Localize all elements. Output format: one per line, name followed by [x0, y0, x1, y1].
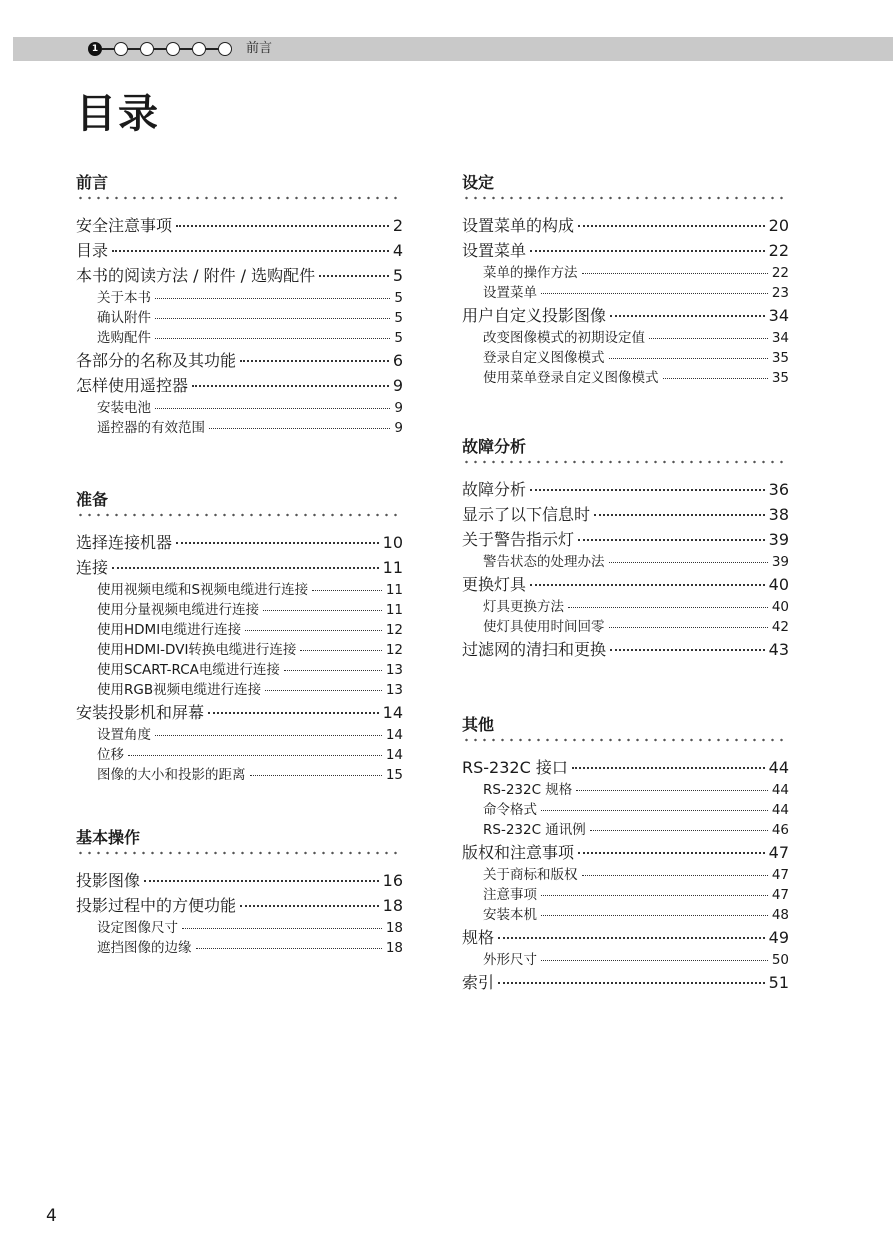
dot-leader [649, 338, 768, 339]
toc-page-number: 47 [771, 867, 789, 883]
dot-leader [578, 539, 765, 541]
dot-leader [609, 562, 768, 563]
toc-entry-label: 规格 [462, 928, 495, 947]
toc-entry-label: 故障分析 [462, 480, 527, 499]
toc-page-number: 48 [771, 907, 789, 923]
dot-leader [609, 627, 768, 628]
toc-entry-label: 位移 [97, 747, 124, 763]
dotted-divider [462, 737, 789, 743]
toc-subentry[interactable] [76, 745, 403, 765]
dot-leader [578, 225, 765, 227]
toc-entry-label: 投影图像 [76, 871, 141, 890]
toc-page-number: 16 [382, 871, 403, 890]
toc-subentry[interactable] [76, 288, 403, 308]
toc-entry[interactable] [76, 238, 403, 263]
toc-page-number: 22 [768, 241, 789, 260]
toc-section [462, 714, 789, 995]
toc-entry[interactable] [76, 893, 403, 918]
chapter-step [218, 42, 232, 56]
dot-leader [572, 767, 765, 769]
dotted-divider [462, 459, 789, 465]
chapter-step [140, 42, 154, 56]
toc-page-number: 2 [392, 216, 403, 235]
dot-leader [609, 358, 768, 359]
toc-entry-label: 选择连接机器 [76, 533, 173, 552]
dotted-divider [76, 512, 403, 518]
toc-page-number: 46 [771, 822, 789, 838]
toc-subentry[interactable] [76, 620, 403, 640]
dot-leader [568, 607, 768, 608]
toc-entry[interactable] [462, 925, 789, 950]
chapter-step [166, 42, 180, 56]
dot-leader [541, 293, 768, 294]
toc-page-number: 14 [385, 747, 403, 763]
dotted-divider [462, 195, 789, 201]
dotted-divider [76, 850, 403, 856]
toc-entry-list [76, 868, 403, 958]
toc-subentry[interactable] [462, 905, 789, 925]
toc-entry-label: 过滤网的清扫和更换 [462, 640, 607, 659]
toc-entry-label: 菜单的操作方法 [483, 265, 578, 281]
toc-entry[interactable] [462, 840, 789, 865]
dot-leader [112, 567, 379, 569]
toc-entry-label: 各部分的名称及其功能 [76, 351, 237, 370]
toc-page-number: 18 [382, 896, 403, 915]
dot-leader [498, 937, 765, 939]
dot-leader [155, 298, 390, 299]
toc-entry[interactable] [462, 527, 789, 552]
toc-subentry[interactable] [76, 308, 403, 328]
toc-page-number: 18 [385, 920, 403, 936]
chapter-step: 1 [88, 42, 102, 56]
toc-subentry[interactable] [462, 617, 789, 637]
dot-leader [250, 775, 382, 776]
toc-subentry[interactable] [76, 725, 403, 745]
toc-entry-label: 安全注意事项 [76, 216, 173, 235]
toc-page-number: 35 [771, 370, 789, 386]
toc-entry-list [462, 755, 789, 995]
chapter-step [114, 42, 128, 56]
toc-entry-label: 目录 [76, 241, 109, 260]
chapter-progress [88, 40, 232, 58]
toc-entry-list [462, 213, 789, 388]
dot-leader [498, 982, 765, 984]
dot-leader [541, 810, 768, 811]
toc-subentry[interactable] [76, 328, 403, 348]
toc-subentry[interactable] [462, 597, 789, 617]
toc-entry-label: 使用RGB视频电缆进行连接 [97, 682, 262, 698]
toc-entry-list [76, 213, 403, 438]
dot-leader [582, 273, 768, 274]
toc-entry[interactable] [76, 868, 403, 893]
toc-page-number: 44 [771, 782, 789, 798]
toc-subentry[interactable] [462, 820, 789, 840]
toc-page-number: 22 [771, 265, 789, 281]
toc-subentry[interactable] [76, 660, 403, 680]
dot-leader [541, 895, 768, 896]
header-section-label: 前言 [246, 41, 273, 56]
toc-entry-label: 用户自定义投影图像 [462, 306, 607, 325]
toc-page-number: 40 [771, 599, 789, 615]
dot-leader [319, 275, 389, 277]
toc-entry-label: 安装本机 [483, 907, 537, 923]
toc-subentry[interactable] [462, 552, 789, 572]
toc-section [76, 489, 403, 785]
page-title: 目录 [76, 91, 160, 137]
toc-entry-label: 本书的阅读方法 / 附件 / 选购配件 [76, 266, 316, 285]
toc-page-number: 5 [392, 266, 403, 285]
toc-page-number: 5 [394, 290, 403, 306]
dot-leader [209, 428, 390, 429]
toc-entry-label: 使用SCART-RCA电缆进行连接 [97, 662, 280, 678]
dot-leader [594, 514, 765, 516]
step-connector [180, 48, 192, 49]
toc-page-number: 12 [385, 642, 403, 658]
toc-section-heading: 基本操作 [76, 828, 141, 847]
toc-subentry[interactable] [76, 938, 403, 958]
toc-entry-label: 使用HDMI-DVI转换电缆进行连接 [97, 642, 297, 658]
toc-page-number: 47 [768, 843, 789, 862]
toc-entry-label: 图像的大小和投影的距离 [97, 767, 246, 783]
toc-entry-label: 使用视频电缆和S视频电缆进行连接 [97, 582, 309, 598]
toc-entry-label: 显示了以下信息时 [462, 505, 591, 524]
toc-subentry[interactable] [462, 950, 789, 970]
toc-entry-label: 设置菜单 [462, 241, 527, 260]
toc-page-number: 40 [768, 575, 789, 594]
toc-page-number: 11 [385, 602, 403, 618]
toc-entry[interactable] [76, 555, 403, 580]
toc-subentry[interactable] [462, 348, 789, 368]
toc-section-heading: 前言 [76, 173, 109, 192]
toc-entry[interactable] [462, 213, 789, 238]
toc-entry-label: RS-232C 接口 [462, 758, 568, 777]
dot-leader [530, 584, 765, 586]
dot-leader [240, 905, 379, 907]
dot-leader [582, 875, 768, 876]
toc-page-number: 13 [385, 682, 403, 698]
toc-page-number: 9 [392, 376, 403, 395]
toc-subentry[interactable] [462, 263, 789, 283]
toc-entry-list [76, 530, 403, 785]
toc-entry-label: 注意事项 [483, 887, 537, 903]
toc-page-number: 34 [771, 330, 789, 346]
dot-leader [610, 649, 765, 651]
toc-subentry[interactable] [462, 865, 789, 885]
dot-leader [245, 630, 382, 631]
toc-page-number: 9 [394, 420, 403, 436]
dot-leader [530, 250, 765, 252]
toc-entry[interactable] [76, 700, 403, 725]
dot-leader [578, 852, 765, 854]
toc-entry-label: 投影过程中的方便功能 [76, 896, 237, 915]
toc-page-number: 15 [385, 767, 403, 783]
toc-entry-label: RS-232C 通讯例 [483, 822, 586, 838]
step-connector [206, 48, 218, 49]
dot-leader [541, 915, 768, 916]
toc-entry-label: 命令格式 [483, 802, 537, 818]
dot-leader [312, 590, 382, 591]
toc-entry-label: 确认附件 [97, 310, 151, 326]
dot-leader [155, 735, 382, 736]
toc-entry-label: 索引 [462, 973, 495, 992]
toc-subentry[interactable] [76, 640, 403, 660]
toc-entry-label: 改变图像模式的初期设定值 [483, 330, 645, 346]
toc-entry-label: 设置角度 [97, 727, 151, 743]
toc-entry[interactable] [462, 637, 789, 662]
toc-entry[interactable] [462, 755, 789, 780]
dot-leader [590, 830, 768, 831]
toc-entry-label: 安装投影机和屏幕 [76, 703, 205, 722]
toc-entry-label: 怎样使用遥控器 [76, 376, 189, 395]
chapter-step [192, 42, 206, 56]
toc-subentry[interactable] [76, 918, 403, 938]
toc-entry-label: 更换灯具 [462, 575, 527, 594]
toc-page-number: 10 [382, 533, 403, 552]
dot-leader [240, 360, 389, 362]
dot-leader [155, 408, 390, 409]
toc-entry[interactable] [462, 970, 789, 995]
toc-section [462, 436, 789, 662]
dot-leader [196, 948, 382, 949]
toc-page-number: 14 [382, 703, 403, 722]
toc-page-number: 14 [385, 727, 403, 743]
toc-page-number: 20 [768, 216, 789, 235]
toc-page-number: 44 [771, 802, 789, 818]
dot-leader [176, 542, 379, 544]
toc-page-number: 11 [385, 582, 403, 598]
toc-page-number: 5 [394, 310, 403, 326]
dot-leader [182, 928, 382, 929]
toc-entry-label: 设定图像尺寸 [97, 920, 178, 936]
toc-entry[interactable] [76, 213, 403, 238]
dot-leader [300, 650, 381, 651]
dot-leader [144, 880, 379, 882]
toc-subentry[interactable] [76, 418, 403, 438]
toc-page-number: 39 [768, 530, 789, 549]
toc-page-number: 18 [385, 940, 403, 956]
toc-page-number: 9 [394, 400, 403, 416]
toc-subentry[interactable] [462, 283, 789, 303]
toc-entry[interactable] [462, 502, 789, 527]
toc-entry-label: 登录自定义图像模式 [483, 350, 605, 366]
toc-page-number: 44 [768, 758, 789, 777]
dot-leader [265, 690, 382, 691]
toc-page-number: 38 [768, 505, 789, 524]
dotted-divider [76, 195, 403, 201]
toc-page-number: 5 [394, 330, 403, 346]
toc-entry-label: 遥控器的有效范围 [97, 420, 205, 436]
toc-entry[interactable] [76, 530, 403, 555]
toc-entry-label: 使灯具使用时间回零 [483, 619, 605, 635]
toc-entry-list [462, 477, 789, 662]
toc-entry-label: 关于警告指示灯 [462, 530, 575, 549]
toc-page-number: 50 [771, 952, 789, 968]
dot-leader [530, 489, 765, 491]
step-connector [154, 48, 166, 49]
step-connector [102, 48, 114, 49]
toc-entry-label: 使用HDMI电缆进行连接 [97, 622, 242, 638]
toc-page-number: 42 [771, 619, 789, 635]
toc-entry-label: 设置菜单的构成 [462, 216, 575, 235]
toc-entry-label: 使用菜单登录自定义图像模式 [483, 370, 659, 386]
dot-leader [610, 315, 765, 317]
dot-leader [155, 338, 390, 339]
toc-entry-label: 版权和注意事项 [462, 843, 575, 862]
toc-entry-label: 安装电池 [97, 400, 151, 416]
toc-subentry[interactable] [462, 800, 789, 820]
step-connector [128, 48, 140, 49]
dot-leader [112, 250, 389, 252]
toc-subentry[interactable] [76, 680, 403, 700]
toc-section-heading: 准备 [76, 490, 109, 509]
toc-entry[interactable] [76, 348, 403, 373]
toc-section [76, 172, 403, 438]
toc-subentry[interactable] [462, 328, 789, 348]
toc-subentry[interactable] [76, 765, 403, 785]
toc-entry-label: 灯具更换方法 [483, 599, 564, 615]
toc-entry-label: 关于商标和版权 [483, 867, 578, 883]
toc-subentry[interactable] [76, 580, 403, 600]
toc-entry-label: 设置菜单 [483, 285, 537, 301]
page-number: 4 [46, 1206, 57, 1226]
toc-page-number: 6 [392, 351, 403, 370]
dot-leader [541, 960, 768, 961]
toc-entry-label: 使用分量视频电缆进行连接 [97, 602, 259, 618]
toc-page-number: 47 [771, 887, 789, 903]
dot-leader [263, 610, 382, 611]
dot-leader [284, 670, 382, 671]
toc-entry-label: 外形尺寸 [483, 952, 537, 968]
toc-entry[interactable] [462, 238, 789, 263]
toc-section [462, 172, 789, 388]
toc-subentry[interactable] [462, 885, 789, 905]
dot-leader [576, 790, 768, 791]
toc-page-number: 4 [392, 241, 403, 260]
toc-section-heading: 其他 [462, 715, 495, 734]
toc-entry[interactable] [462, 477, 789, 502]
toc-page-number: 11 [382, 558, 403, 577]
toc-section [76, 827, 403, 958]
dot-leader [128, 755, 382, 756]
toc-subentry[interactable] [76, 398, 403, 418]
toc-section-heading: 设定 [462, 173, 495, 192]
toc-entry[interactable] [76, 263, 403, 288]
toc-page-number: 13 [385, 662, 403, 678]
toc-page-number: 23 [771, 285, 789, 301]
toc-entry-label: RS-232C 规格 [483, 782, 573, 798]
toc-page-number: 36 [768, 480, 789, 499]
toc-entry[interactable] [462, 303, 789, 328]
toc-page-number: 49 [768, 928, 789, 947]
toc-page-number: 43 [768, 640, 789, 659]
dot-leader [208, 712, 379, 714]
toc-page-number: 35 [771, 350, 789, 366]
toc-subentry[interactable] [462, 368, 789, 388]
toc-entry-label: 遮挡图像的边缘 [97, 940, 192, 956]
dot-leader [176, 225, 389, 227]
toc-subentry[interactable] [462, 780, 789, 800]
dot-leader [663, 378, 768, 379]
toc-page-number: 51 [768, 973, 789, 992]
toc-entry[interactable] [76, 373, 403, 398]
toc-entry-label: 连接 [76, 558, 109, 577]
toc-entry-label: 选购配件 [97, 330, 151, 346]
toc-page-number: 12 [385, 622, 403, 638]
toc-section-heading: 故障分析 [462, 437, 527, 456]
toc-entry[interactable] [462, 572, 789, 597]
dot-leader [155, 318, 390, 319]
dot-leader [192, 385, 389, 387]
toc-page-number: 34 [768, 306, 789, 325]
toc-page-number: 39 [771, 554, 789, 570]
toc-entry-label: 关于本书 [97, 290, 151, 306]
toc-subentry[interactable] [76, 600, 403, 620]
toc-entry-label: 警告状态的处理办法 [483, 554, 605, 570]
